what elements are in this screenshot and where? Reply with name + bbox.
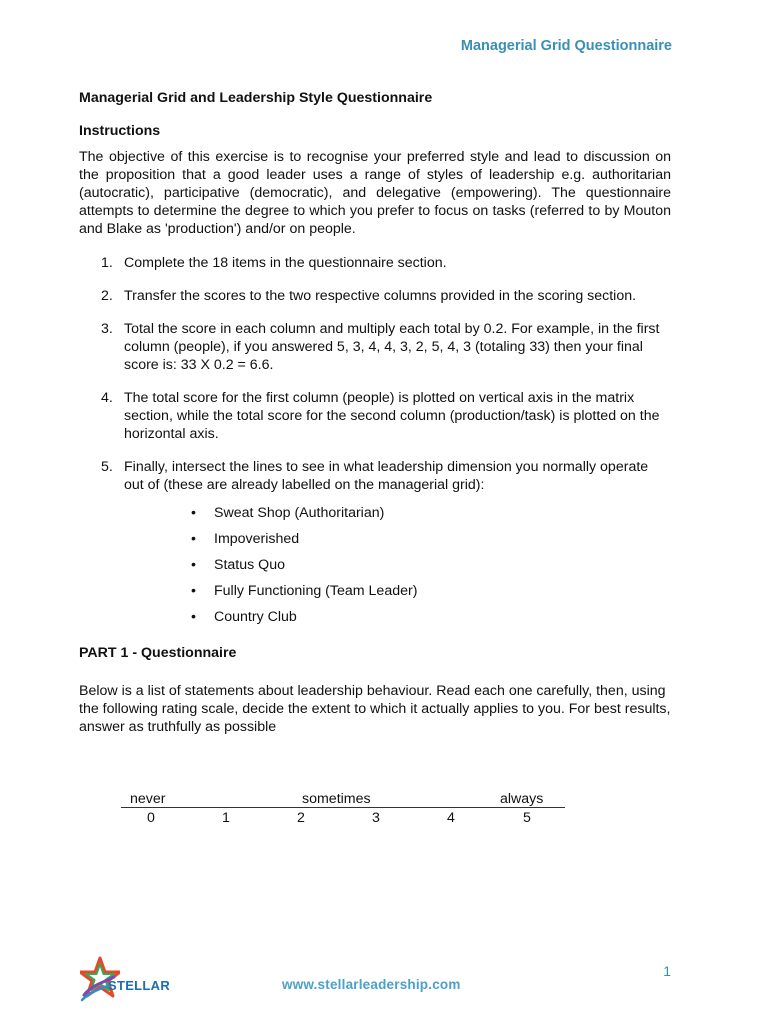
bullet-icon: • bbox=[191, 609, 196, 625]
step-item bbox=[79, 254, 671, 272]
website-link[interactable]: www.stellarleadership.com bbox=[282, 977, 461, 992]
step-item bbox=[79, 458, 671, 626]
style-item bbox=[124, 504, 671, 522]
header-title: Managerial Grid Questionnaire bbox=[460, 38, 672, 54]
style-text: Impoverished bbox=[214, 531, 300, 547]
style-text: Status Quo bbox=[214, 557, 285, 573]
document-title: Managerial Grid and Leadership Style Questionnaire bbox=[79, 90, 433, 106]
step-number: 3. bbox=[101, 321, 113, 337]
bullet-icon: • bbox=[191, 557, 196, 573]
intro-paragraph: The objective of this exercise is to recognise your preferred style and lead to discussion on the proposition that a good leader uses a range of styles of leadership e.g. authoritarian (autocratic), participative (democratic), and delegative (empowering). The questionnaire attempts to determine the degree to which you prefer to focus on tasks (referred to by Mouton and Blake as 'production') and/or on people. bbox=[79, 149, 671, 237]
style-item bbox=[124, 530, 671, 548]
logo-text: STELLAR bbox=[108, 978, 171, 993]
scale-value: 2 bbox=[297, 810, 305, 826]
instruction-steps bbox=[79, 254, 671, 626]
step-number: 1. bbox=[101, 255, 113, 271]
scale-label-never: never bbox=[130, 791, 166, 807]
bullet-icon: • bbox=[191, 531, 196, 547]
step-text: Transfer the scores to the two respective columns provided in the scoring section. bbox=[124, 288, 637, 304]
step-text: Total the score in each column and multiply each total by 0.2. For example, in the first column (people), if you answered 5, 3, 4, 4, 3, 2, 5, 4, 3 (totaling 33) then your final score is: 33 X 0.2 = 6.6. bbox=[124, 321, 660, 373]
style-item bbox=[124, 582, 671, 600]
scale-rule bbox=[121, 807, 565, 808]
document-content bbox=[79, 89, 671, 736]
instructions-heading: Instructions bbox=[79, 123, 161, 139]
scale-value: 0 bbox=[147, 810, 155, 826]
scale-value: 3 bbox=[372, 810, 380, 826]
step-text: The total score for the first column (people) is plotted on vertical axis in the matrix section, while the total score for the second column (production/task) is plotted on the horizontal axis. bbox=[124, 390, 660, 442]
style-text: Country Club bbox=[214, 609, 297, 625]
style-text: Fully Functioning (Team Leader) bbox=[214, 583, 418, 599]
bullet-icon: • bbox=[191, 583, 196, 599]
part1-paragraph: Below is a list of statements about leadership behaviour. Read each one carefully, then, using the following rating scale, decide the extent to which it actually applies to you. For best results, answer as truthfully as possible bbox=[79, 683, 671, 735]
style-text: Sweat Shop (Authoritarian) bbox=[214, 505, 385, 521]
style-item bbox=[124, 556, 671, 574]
leadership-style-list bbox=[124, 504, 671, 626]
step-number: 2. bbox=[101, 288, 113, 304]
step-item bbox=[79, 287, 671, 305]
stellar-logo bbox=[80, 955, 170, 1003]
step-text: Finally, intersect the lines to see in what leadership dimension you normally operate out of (these are already labelled on the managerial grid): bbox=[124, 459, 649, 493]
style-item bbox=[124, 608, 671, 626]
scale-value: 5 bbox=[523, 810, 531, 826]
rating-scale bbox=[121, 790, 565, 830]
scale-label-always: always bbox=[500, 791, 544, 807]
step-number: 5. bbox=[101, 459, 113, 475]
step-item bbox=[79, 389, 671, 443]
step-item bbox=[79, 320, 671, 374]
part1-heading: PART 1 - Questionnaire bbox=[79, 645, 237, 661]
bullet-icon: • bbox=[191, 505, 196, 521]
step-number: 4. bbox=[101, 390, 113, 406]
step-text: Complete the 18 items in the questionnaire section. bbox=[124, 255, 447, 271]
scale-value: 4 bbox=[447, 810, 455, 826]
page-number: 1 bbox=[663, 963, 671, 979]
scale-value: 1 bbox=[222, 810, 230, 826]
scale-label-sometimes: sometimes bbox=[302, 791, 371, 807]
